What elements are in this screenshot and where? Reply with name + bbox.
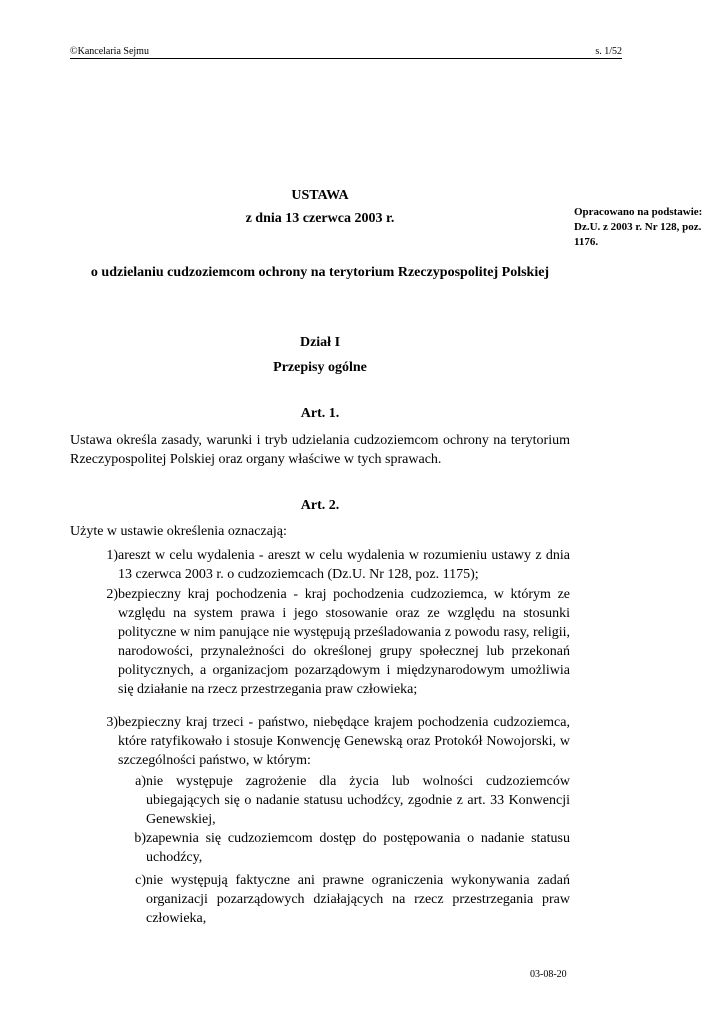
header-source: ©Kancelaria Sejmu	[70, 46, 149, 57]
sub-item-letter: a)	[135, 774, 146, 789]
list-item-number: 2)	[106, 587, 118, 602]
list-item-number: 1)	[106, 548, 118, 563]
list-item-text: bezpieczny kraj trzeci - państwo, niebędące krajem pochodzenia cudzoziemca, które ratyfikowało i stosuje Konwencję Genewską oraz Protokół Nowojorski, w szczególności państwo, w którym:	[118, 715, 570, 768]
document-date: z dnia 13 czerwca 2003 r.	[245, 211, 395, 226]
art1-heading: Art. 1.	[300, 406, 340, 421]
art2-heading: Art. 2.	[300, 498, 340, 513]
art2-intro: Użyte w ustawie określenia oznaczają:	[70, 524, 287, 539]
document-subject: o udzielaniu cudzoziemcom ochrony na terytorium Rzeczypospolitej Polskiej	[90, 265, 550, 280]
division-number: Dział I	[299, 335, 341, 350]
footer-date: 03-08-20	[530, 969, 567, 980]
list-item-number: 3)	[106, 715, 118, 730]
source-note: Opracowano na podstawie: Dz.U. z 2003 r. Nr 128, poz. 1176.	[574, 206, 703, 248]
art1-text: Ustawa określa zasady, warunki i tryb udzielania cudzoziemcom ochrony na terytorium Rzeczypospolitej Polskiej oraz organy właściwe w tych sprawach.	[70, 433, 570, 467]
page-number: s. 1/52	[595, 46, 622, 57]
sub-item-text: nie występują faktyczne ani prawne ograniczenia wykonywania zadań organizacji pozarządowych działających na rzecz przestrzegania praw człowieka,	[146, 873, 570, 926]
header-rule	[70, 58, 622, 59]
sub-item-text: nie występuje zagrożenie dla życia lub wolności cudzoziemców ubiegających się o nadanie statusu uchodźcy, zgodnie z art. 33 Konwencji Genewskiej,	[146, 774, 570, 827]
sub-item-letter: c)	[135, 873, 146, 888]
document-type: USTAWA	[291, 188, 349, 203]
list-item-text: bezpieczny kraj pochodzenia - kraj pochodzenia cudzoziemca, w którym ze względu na system prawa i jego stosowanie oraz ze względu na stosunki polityczne w nim panujące nie występują prześladowania z powodu rasy, religii, narodowości, przynależności do określonej grupy społecznej lub przekonań politycznych, a organizacjom pozarządowym i międzynarodowym umożliwia się działanie na rzecz przestrzegania praw człowieka;	[118, 587, 570, 697]
list-item-text: areszt w celu wydalenia - areszt w celu wydalenia w rozumieniu ustawy z dnia 13 czerwca 2003 r. o cudzoziemcach (Dz.U. Nr 128, poz. 1175);	[118, 548, 570, 582]
sub-item-text: zapewnia się cudzoziemcom dostęp do postępowania o nadanie statusu uchodźcy,	[146, 831, 570, 865]
division-title: Przepisy ogólne	[273, 360, 367, 375]
sub-item-letter: b)	[134, 831, 146, 846]
